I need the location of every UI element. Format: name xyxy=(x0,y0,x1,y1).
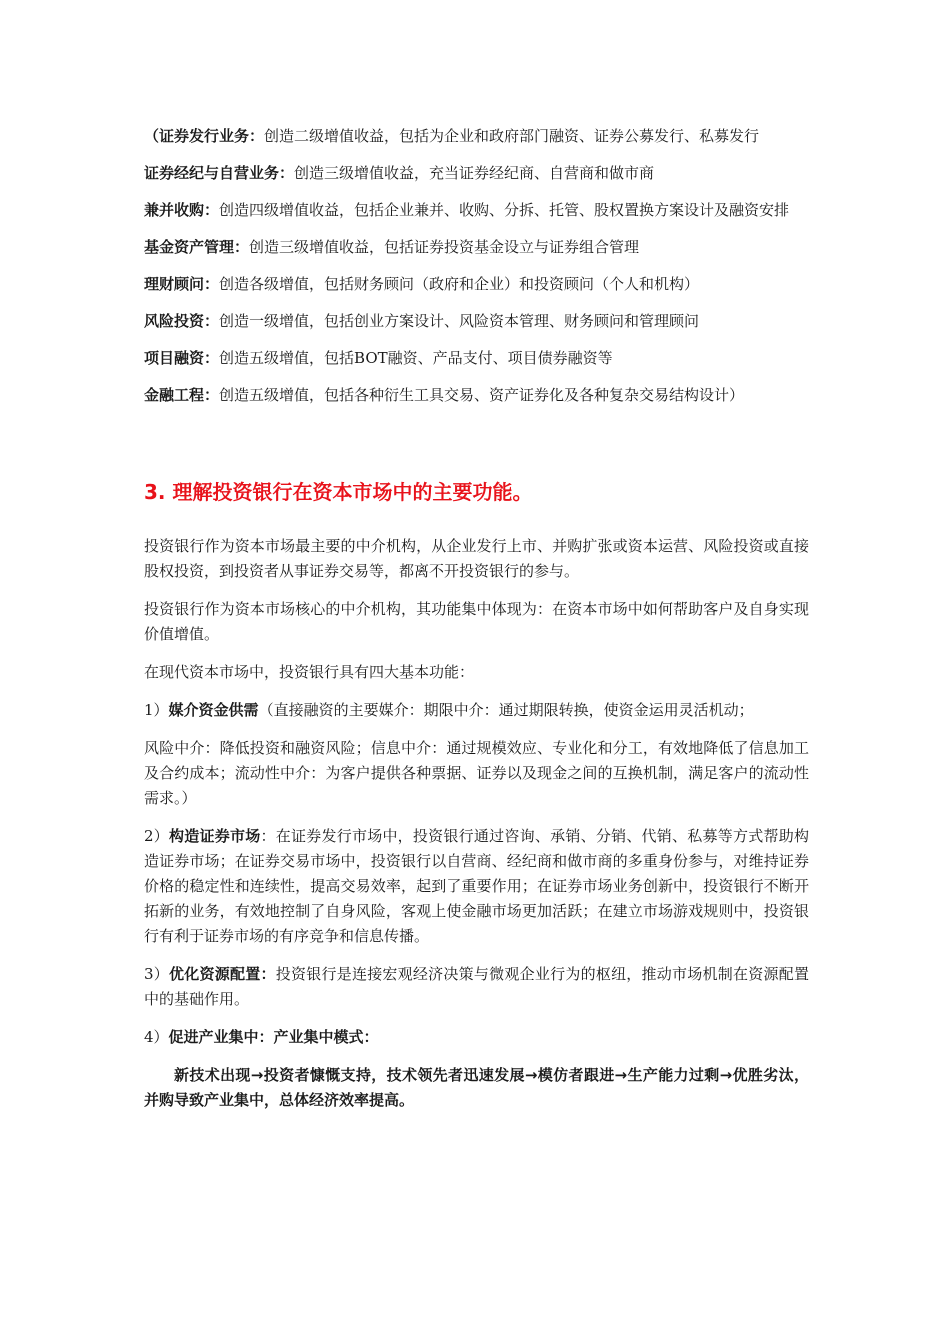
function-3 xyxy=(144,962,809,1012)
function-number: 3） xyxy=(144,965,170,983)
item-text: 创造三级增值收益，充当证券经纪商、自营商和做市商 xyxy=(294,164,655,182)
list-item xyxy=(144,235,809,260)
function-4 xyxy=(144,1025,809,1050)
item-label: （证券发行业务： xyxy=(144,127,265,145)
document-page xyxy=(144,124,809,1113)
function-number: 4） xyxy=(144,1028,169,1046)
item-text: 创造各级增值，包括财务顾问（政府和企业）和投资顾问（个人和机构） xyxy=(219,275,700,293)
list-item xyxy=(144,272,809,297)
item-text: 创造五级增值，包括各种衍生工具交易、资产证券化及各种复杂交易结构设计） xyxy=(219,386,745,404)
item-label: 金融工程： xyxy=(144,386,220,404)
item-label: 兼并收购： xyxy=(144,201,220,219)
list-item xyxy=(144,124,809,149)
item-text: 创造三级增值收益，包括证券投资基金设立与证券组合管理 xyxy=(249,238,640,256)
function-number: 2） xyxy=(144,827,170,845)
function-label: 媒介资金供需 xyxy=(168,701,259,719)
intro-paragraph-1: 投资银行作为资本市场最主要的中介机构，从企业发行上市、并购扩张或资本运营、风险投资或直接股权投资，到投资者从事证券交易等，都离不开投资银行的参与。 xyxy=(144,537,809,580)
item-text: 创造五级增值，包括BOT融资、产品支付、项目债券融资等 xyxy=(219,349,613,367)
item-label: 基金资产管理： xyxy=(144,238,250,256)
section-heading: 3. 理解投资银行在资本市场中的主要功能。 xyxy=(144,480,533,504)
item-label: 证券经纪与自营业务： xyxy=(144,164,295,182)
function-text: 投资银行是连接宏观经济决策与微观企业行为的枢纽，推动市场机制在资源配置中的基础作用。 xyxy=(144,965,809,1008)
industry-concentration-model: 新技术出现→投资者慷慨支持，技术领先者迅速发展→模仿者跟进→生产能力过剩→优胜劣汰，并购导致产业集中，总体经济效率提高。 xyxy=(144,1066,809,1109)
list-item xyxy=(144,309,809,334)
item-label: 风险投资： xyxy=(144,312,220,330)
function-number: 1） xyxy=(144,701,169,719)
list-item xyxy=(144,198,809,223)
item-label: 理财顾问： xyxy=(144,275,220,293)
item-text: 创造二级增值收益，包括为企业和政府部门融资、证券公募发行、私募发行 xyxy=(264,127,760,145)
item-text: 创造四级增值收益，包括企业兼并、收购、分拆、托管、股权置换方案设计及融资安排 xyxy=(219,201,790,219)
function-label: 构造证券市场 xyxy=(169,827,261,845)
function-label: 促进产业集中：产业集中模式： xyxy=(168,1028,379,1046)
intro-paragraph-2: 投资银行作为资本市场核心的中介机构，其功能集中体现为：在资本市场中如何帮助客户及自身实现价值增值。 xyxy=(144,600,809,643)
function-text: （直接融资的主要媒介：期限中介：通过期限转换，使资金运用灵活机动； xyxy=(258,701,754,719)
list-item xyxy=(144,161,809,186)
function-label: 优化资源配置： xyxy=(169,965,276,983)
function-1 xyxy=(144,698,809,723)
function-text: ：在证券发行市场中，投资银行通过咨询、承销、分销、代销、私募等方式帮助构造证券市场；在证券交易市场中，投资银行以自营商、经纪商和做市商的多重身份参与，对维持证券价格的稳定性和连续性，提高交易效率，起到了重要作用；在证券市场业务创新中，投资银行不断开拓新的业务，有效地控制了自身风险，客观上使金融市场更加活跃；在建立市场游戏规则中，投资银行有利于证券市场的有序竞争和信息传播。 xyxy=(144,827,809,945)
function-1-continued: 风险中介：降低投资和融资风险；信息中介：通过规模效应、专业化和分工，有效地降低了信息加工及合约成本；流动性中介：为客户提供各种票据、证券以及现金之间的互换机制，满足客户的流动性需求。） xyxy=(144,739,809,807)
list-item xyxy=(144,346,809,371)
list-item xyxy=(144,383,809,408)
item-text: 创造一级增值，包括创业方案设计、风险资本管理、财务顾问和管理顾问 xyxy=(219,312,700,330)
intro-paragraph-3: 在现代资本市场中，投资银行具有四大基本功能： xyxy=(144,663,475,681)
function-2 xyxy=(144,824,809,949)
item-label: 项目融资： xyxy=(144,349,220,367)
